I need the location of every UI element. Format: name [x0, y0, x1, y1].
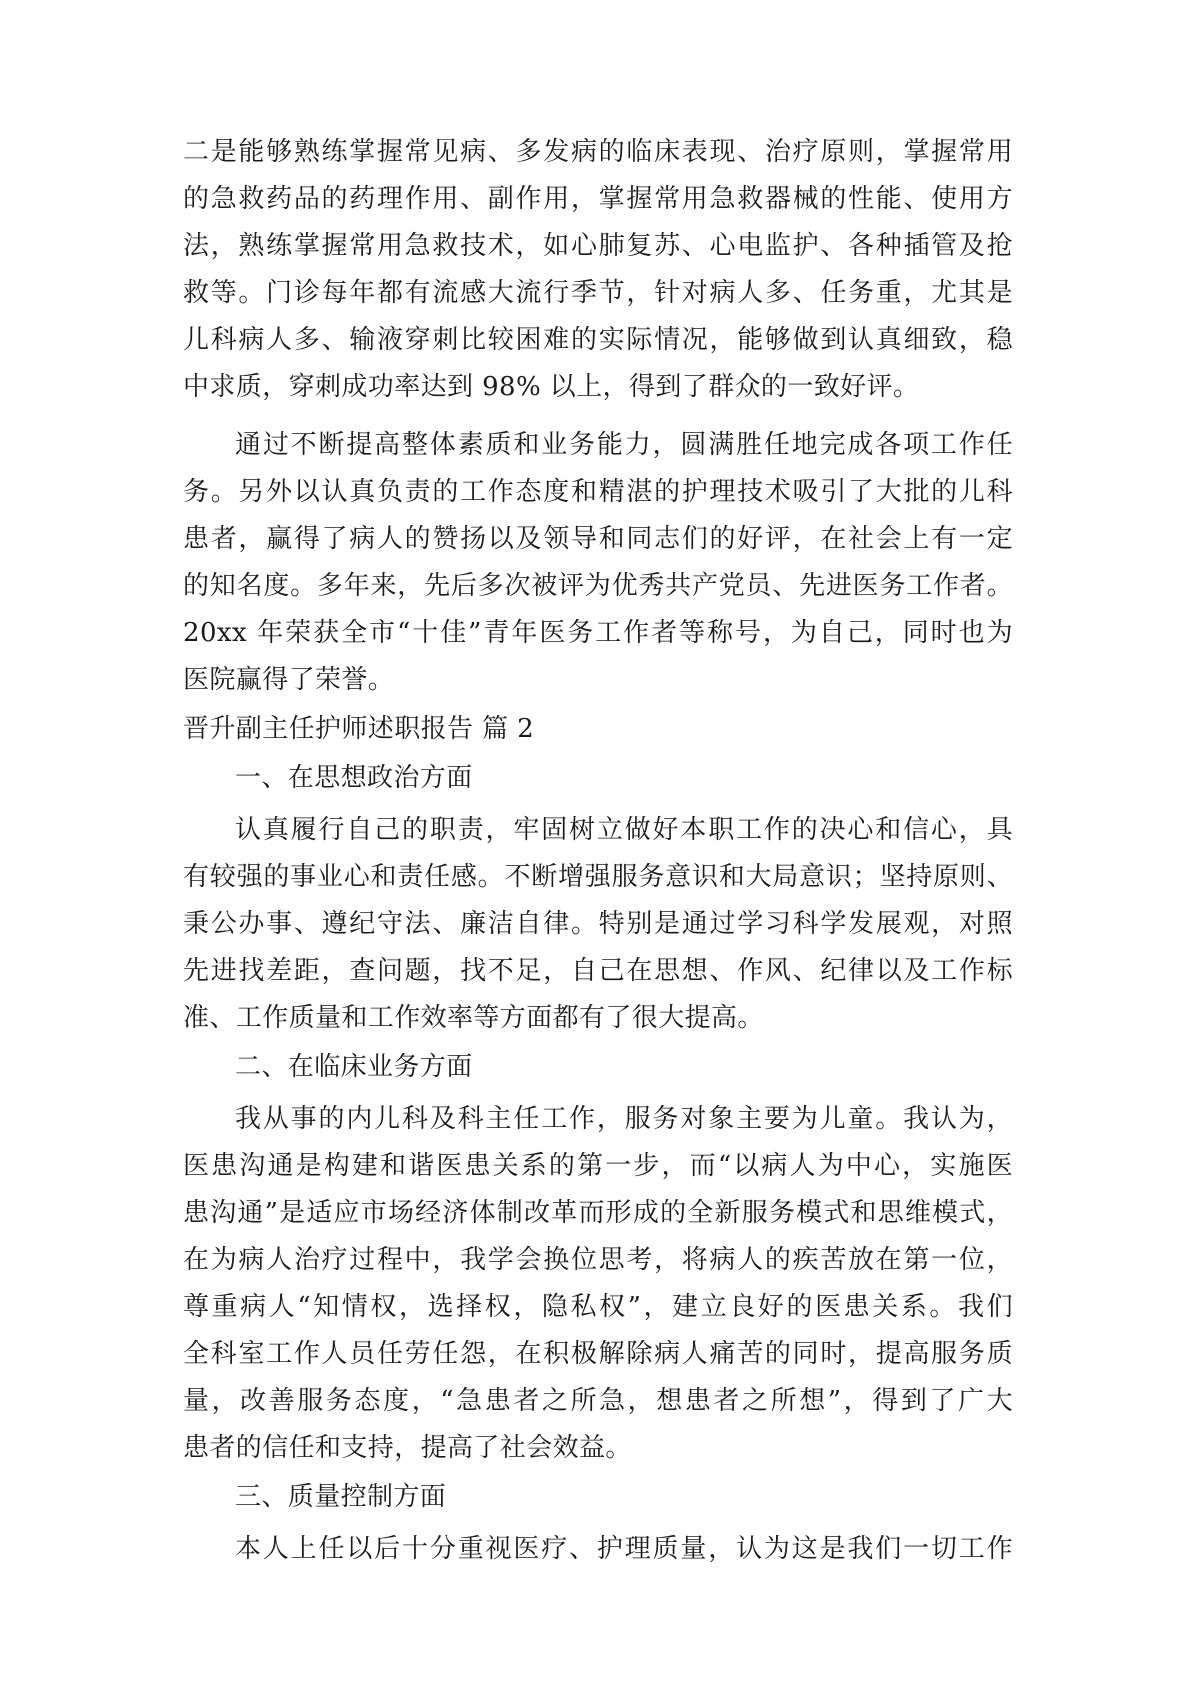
paragraph-1-line-3: 法，熟练掌握常用急救技术，如心肺复苏、心电监护、各种插管及抢: [183, 231, 1013, 261]
paragraph-4-line-6: 全科室工作人员任劳任怨，在积极解除病人痛苦的同时，提高服务质: [183, 1339, 1013, 1369]
heading-clinical: 二、在临床业务方面: [235, 1052, 473, 1082]
paragraph-3-line-3: 秉公办事、遵纪守法、廉洁自律。特别是通过学习科学发展观，对照: [183, 909, 1013, 939]
paragraph-2-line-2: 务。另外以认真负责的工作态度和精湛的护理技术吸引了大批的儿科: [183, 477, 1013, 507]
heading-quality-control: 三、质量控制方面: [235, 1482, 447, 1512]
paragraph-2-line-5: 20xx 年荣获全市“十佳”青年医务工作者等称号，为自己，同时也为: [183, 618, 1013, 648]
paragraph-1-line-5: 儿科病人多、输液穿刺比较困难的实际情况，能够做到认真细致，稳: [183, 325, 1013, 355]
paragraph-1-line-6: 中求质，穿刺成功率达到 98% 以上，得到了群众的一致好评。: [183, 372, 920, 402]
paragraph-1-line-2: 的急救药品的药理作用、副作用，掌握常用急救器械的性能、使用方: [183, 184, 1013, 214]
paragraph-4-line-7: 量，改善服务态度，“急患者之所急，想患者之所想”，得到了广大: [183, 1386, 1013, 1416]
paragraph-3-line-5: 准、工作质量和工作效率等方面都有了很大提高。: [183, 1003, 764, 1033]
paragraph-4-line-1: 我从事的内儿科及科主任工作，服务对象主要为儿童。我认为，: [235, 1104, 1013, 1134]
paragraph-3-line-1: 认真履行自己的职责，牢固树立做好本职工作的决心和信心，具: [235, 815, 1013, 845]
paragraph-3-line-4: 先进找差距，查问题，找不足，自己在思想、作风、纪律以及工作标: [183, 956, 1013, 986]
paragraph-4-line-5: 尊重病人“知情权，选择权，隐私权”，建立良好的医患关系。我们: [183, 1292, 1013, 1322]
paragraph-4-line-4: 在为病人治疗过程中，我学会换位思考，将病人的疾苦放在第一位，: [183, 1245, 1013, 1275]
paragraph-2-line-3: 患者，赢得了病人的赞扬以及领导和同志们的好评，在社会上有一定: [183, 524, 1013, 554]
paragraph-1-line-4: 救等。门诊每年都有流感大流行季节，针对病人多、任务重，尤其是: [183, 278, 1013, 308]
paragraph-4-line-3: 患沟通”是适应市场经济体制改革而形成的全新服务模式和思维模式，: [183, 1198, 1013, 1228]
paragraph-2-line-4: 的知名度。多年来，先后多次被评为优秀共产党员、先进医务工作者。: [183, 571, 1013, 601]
paragraph-2-line-1: 通过不断提高整体素质和业务能力，圆满胜任地完成各项工作任: [235, 430, 1013, 460]
paragraph-4-line-2: 医患沟通是构建和谐医患关系的第一步，而“以病人为中心，实施医: [183, 1151, 1013, 1181]
section-title: 晋升副主任护师述职报告 篇 2: [183, 714, 535, 744]
paragraph-4-line-8: 患者的信任和支持，提高了社会效益。: [183, 1433, 632, 1463]
paragraph-1-line-1: 二是能够熟练掌握常见病、多发病的临床表现、治疗原则，掌握常用: [183, 137, 1013, 167]
paragraph-2-line-6: 医院赢得了荣誉。: [183, 665, 395, 695]
paragraph-5-line-1: 本人上任以后十分重视医疗、护理质量，认为这是我们一切工作: [235, 1534, 1013, 1564]
paragraph-3-line-2: 有较强的事业心和责任感。不断增强服务意识和大局意识；坚持原则、: [183, 862, 1013, 892]
heading-ideology: 一、在思想政治方面: [235, 763, 473, 793]
